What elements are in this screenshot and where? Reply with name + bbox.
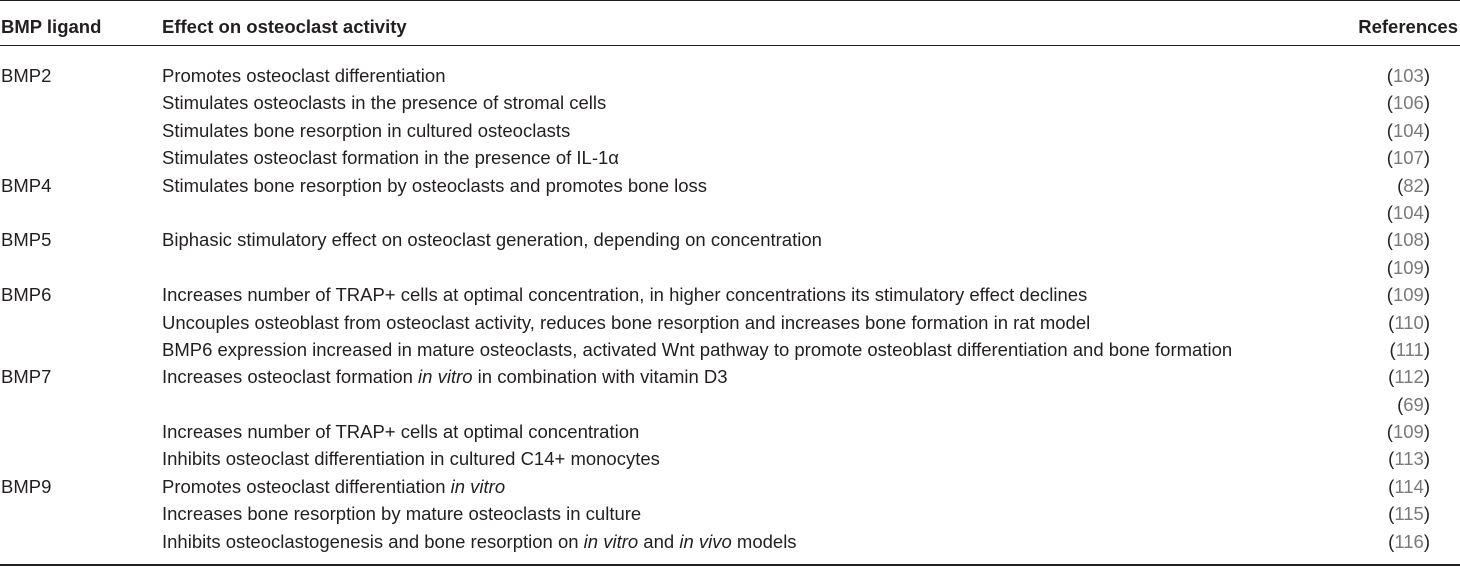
effect-cell <box>162 336 1232 363</box>
ligand-cell: BMP2 <box>1 65 52 86</box>
italic-text: in vitro <box>583 530 639 552</box>
reference-cell[interactable]: (82) <box>1397 174 1430 196</box>
italic-text: in vivo <box>679 530 732 552</box>
reference-link[interactable]: 104 <box>1392 119 1424 141</box>
reference-cell[interactable]: (104) <box>1386 119 1430 141</box>
effect-cell <box>162 500 641 527</box>
effect-cell <box>162 89 606 116</box>
table-row <box>0 281 1460 308</box>
effect-cell <box>162 363 728 390</box>
table-row <box>0 254 1460 281</box>
effect-cell <box>162 445 660 472</box>
table-top-rule <box>0 0 1460 1</box>
effect-cell <box>162 62 445 89</box>
reference-cell[interactable]: (113) <box>1388 448 1430 470</box>
effect-cell <box>162 144 619 171</box>
column-header-references: References <box>1358 16 1458 37</box>
table-bottom-rule <box>0 564 1460 566</box>
effect-text: Increases bone resorption by mature osteoclasts in culture <box>162 503 642 525</box>
effect-cell <box>162 117 570 144</box>
reference-cell[interactable]: (109) <box>1386 256 1430 278</box>
reference-cell[interactable]: (109) <box>1386 421 1430 443</box>
reference-link[interactable]: 114 <box>1394 475 1424 497</box>
effect-text: Inhibits osteoclast differentiation in cultured C14+ monocytes <box>162 448 660 470</box>
reference-cell[interactable]: (110) <box>1388 311 1430 333</box>
effect-cell <box>162 309 1090 336</box>
reference-cell[interactable]: (114) <box>1388 475 1430 497</box>
effect-cell <box>162 418 639 445</box>
effect-text: Stimulates bone resorption by osteoclasts and promotes bone loss <box>162 174 708 196</box>
effect-text: and <box>638 530 680 552</box>
ligand-cell: BMP4 <box>1 174 52 196</box>
reference-cell[interactable]: (108) <box>1386 229 1430 251</box>
reference-link[interactable]: 115 <box>1394 503 1424 525</box>
table-row <box>0 172 1460 199</box>
reference-link[interactable]: 103 <box>1392 65 1424 86</box>
effect-cell <box>162 528 797 555</box>
column-header-effect: Effect on osteoclast activity <box>162 16 407 37</box>
italic-text: in vitro <box>450 475 506 497</box>
reference-link[interactable]: 108 <box>1392 229 1424 251</box>
ligand-cell: BMP7 <box>1 366 52 388</box>
reference-cell[interactable]: (107) <box>1386 147 1430 169</box>
table-row <box>0 391 1460 418</box>
reference-cell[interactable]: (69) <box>1397 393 1430 415</box>
table-row <box>0 500 1460 527</box>
reference-link[interactable]: 113 <box>1394 448 1424 470</box>
effect-text: Increases number of TRAP+ cells at optimal concentration <box>162 421 640 443</box>
effect-text: Increases number of TRAP+ cells at optimal concentration, in higher concentrations its stimulatory effect declines <box>162 284 1088 306</box>
table-row <box>0 418 1460 445</box>
effect-cell <box>162 226 822 253</box>
table-row <box>0 445 1460 472</box>
table-row <box>0 473 1460 500</box>
ligand-cell: BMP6 <box>1 284 52 306</box>
table-row <box>0 336 1460 363</box>
effect-cell <box>162 281 1087 308</box>
effect-text: Stimulates osteoclast formation in the presence of IL-1α <box>162 147 619 169</box>
reference-link[interactable]: 109 <box>1392 284 1424 306</box>
table-row <box>0 363 1460 390</box>
table-row <box>0 62 1460 89</box>
effect-text: Promotes osteoclast differentiation <box>162 475 451 497</box>
reference-link[interactable]: 109 <box>1392 256 1424 278</box>
reference-link[interactable]: 82 <box>1403 174 1424 196</box>
column-header-ligand: BMP ligand <box>1 16 102 37</box>
reference-cell[interactable]: (103) <box>1386 65 1430 86</box>
effect-cell <box>162 172 707 199</box>
reference-cell[interactable]: (111) <box>1389 338 1430 360</box>
table-row <box>0 117 1460 144</box>
table-row <box>0 309 1460 336</box>
reference-link[interactable]: 109 <box>1392 421 1424 443</box>
effect-text: Stimulates osteoclasts in the presence of stromal cells <box>162 92 607 114</box>
table-row <box>0 144 1460 171</box>
reference-link[interactable]: 112 <box>1394 366 1424 388</box>
reference-link[interactable]: 111 <box>1395 338 1424 360</box>
reference-link[interactable]: 116 <box>1394 530 1424 552</box>
effect-text: in combination with vitamin D3 <box>472 366 728 388</box>
reference-cell[interactable]: (115) <box>1388 503 1430 525</box>
italic-text: in vitro <box>418 366 473 388</box>
effect-text: models <box>731 530 797 552</box>
reference-link[interactable]: 110 <box>1394 311 1424 333</box>
header-rule <box>0 45 1460 46</box>
table-row <box>0 199 1460 226</box>
reference-cell[interactable]: (116) <box>1388 530 1430 552</box>
reference-link[interactable]: 107 <box>1392 147 1424 169</box>
effect-cell <box>162 473 505 500</box>
reference-link[interactable]: 69 <box>1403 393 1424 415</box>
ligand-cell: BMP5 <box>1 229 52 251</box>
table-row <box>0 528 1460 555</box>
effect-text: Inhibits osteoclastogenesis and bone resorption on <box>162 530 584 552</box>
effect-text: Biphasic stimulatory effect on osteoclast generation, depending on concentration <box>162 229 822 251</box>
table-body <box>0 62 1460 555</box>
table-row <box>0 226 1460 253</box>
reference-cell[interactable]: (109) <box>1386 284 1430 306</box>
effect-text: Increases osteoclast formation <box>162 366 419 388</box>
reference-cell[interactable]: (104) <box>1386 201 1430 223</box>
reference-link[interactable]: 104 <box>1392 201 1424 223</box>
effect-text: BMP6 expression increased in mature osteoclasts, activated Wnt pathway to promote osteoblast differentiation and bone formation <box>162 338 1233 360</box>
effect-text: Uncouples osteoblast from osteoclast activity, reduces bone resorption and increases bone formation in rat model <box>162 311 1091 333</box>
effect-text: Stimulates bone resorption in cultured osteoclasts <box>162 119 571 141</box>
effect-text: Promotes osteoclast differentiation <box>162 65 446 86</box>
reference-link[interactable]: 106 <box>1392 92 1424 114</box>
reference-cell[interactable]: (106) <box>1386 92 1430 114</box>
ligand-cell: BMP9 <box>1 475 52 497</box>
table-row <box>0 89 1460 116</box>
reference-cell[interactable]: (112) <box>1388 366 1430 388</box>
